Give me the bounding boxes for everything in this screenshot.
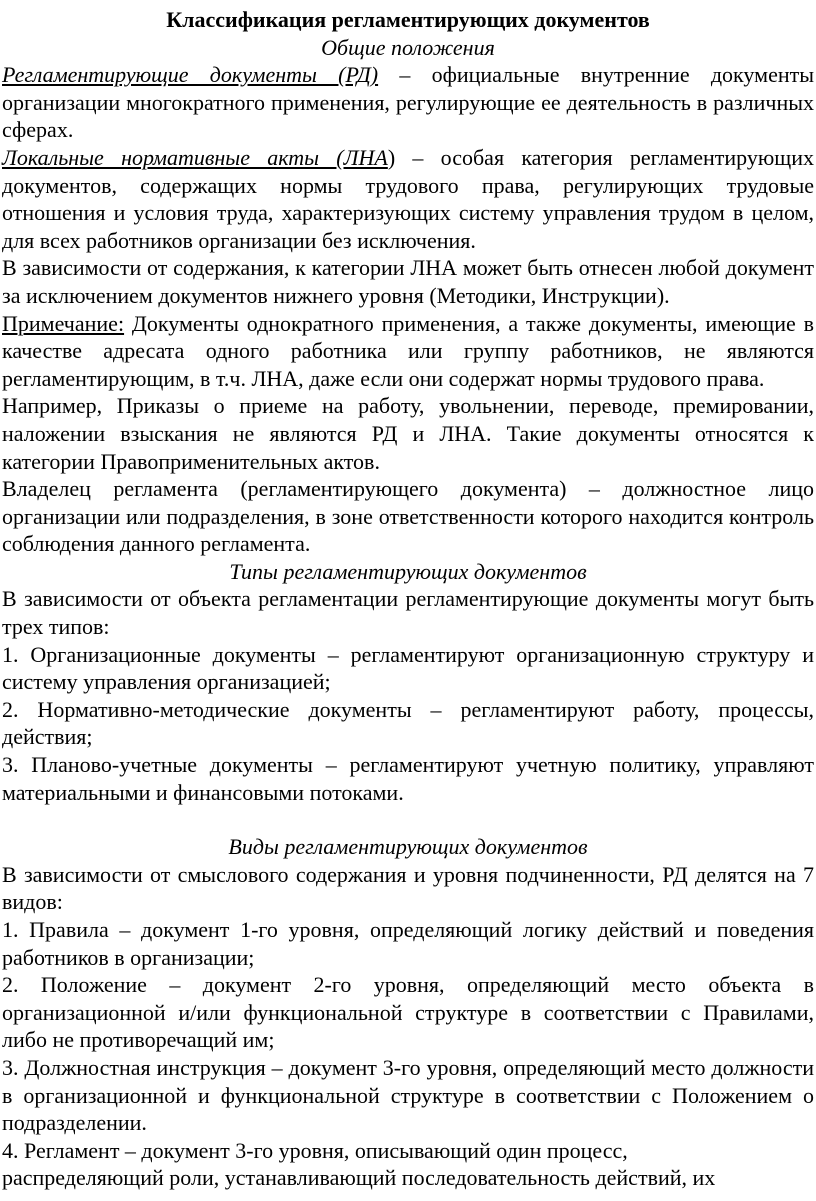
- term-lna: Локальные нормативные акты (ЛНА: [2, 144, 388, 170]
- paragraph-lna-definition: [2, 144, 814, 254]
- list-item-kind-2: 2. Положение – документ 2-го уровня, определяющий место объекта в организационной и/или функциональной структуре в соответствии с Правилами, либо не противоречащий им;: [2, 972, 814, 1053]
- term-rd: Регламентирующие документы (РД): [2, 62, 379, 88]
- paragraph-types-intro: В зависимости от объекта регламентации регламентирующие документы могут быть трех типов:: [2, 586, 814, 640]
- paragraph-lna-scope: В зависимости от содержания, к категории ЛНА может быть отнесен любой документ за исключением документов нижнего уровня (Методики, Инструкции).: [2, 255, 814, 308]
- note-text: Документы однократного применения, а также документы, имеющие в качестве адресата одного работника или группу работников, не являются регламентирующим, в т.ч. ЛНА, даже если они содержат нормы трудового права.: [2, 310, 814, 391]
- paragraph-note: [2, 310, 814, 393]
- paragraph-rd-definition: [2, 61, 814, 144]
- section-heading-types: Типы регламентирующих документов: [229, 558, 587, 584]
- list-item-kind-4-continued: распределяющий роли, устанавливающий последовательность действий, их: [2, 1165, 716, 1191]
- list-item-kind-3: 3. Должностная инструкция – документ 3-го уровня, определяющий место должности в организационной и функциональной структуре в соответствии с Положением о подразделении.: [2, 1054, 814, 1136]
- list-item-type-3: 3. Планово-учетные документы – регламентируют учетную политику, управляют материальными и финансовыми потоками.: [2, 752, 814, 805]
- paragraph-owner: Владелец регламента (регламентирующего документа) – должностное лицо организации или подразделения, в зоне ответственности которого находится контроль соблюдения данного регламента.: [2, 476, 814, 557]
- document-title: Классификация регламентирующих документов: [166, 7, 650, 32]
- list-item-type-1: 1. Организационные документы – регламентируют организационную структуру и систему управления организацией;: [2, 641, 814, 695]
- section-heading-general: Общие положения: [321, 34, 495, 60]
- list-item-type-2: 2. Нормативно-методические документы – регламентируют работу, процессы, действия;: [2, 696, 814, 750]
- list-item-kind-1: 1. Правила – документ 1-го уровня, определяющий логику действий и поведения работников в организации;: [2, 917, 814, 970]
- note-label: Примечание:: [2, 310, 125, 336]
- section-spacer: [2, 806, 814, 833]
- paragraph-example: Например, Приказы о приеме на работу, увольнении, переводе, премировании, наложении взыскания не являются РД и ЛНА. Такие документы относятся к категории Правоприменительных актов.: [2, 393, 814, 474]
- paragraph-kinds-intro: В зависимости от смыслового содержания и уровня подчиненности, РД делятся на 7 видов:: [2, 861, 814, 915]
- list-item-kind-4: 4. Регламент – документ 3-го уровня, описывающий один процесс,: [2, 1137, 628, 1163]
- rd-definition-text: – официальные внутренние документы организации многократного применения, регулирующие ее деятельность в различных сферах.: [2, 62, 814, 143]
- lna-definition-text: ) – особая категория регламентирующих документов, содержащих нормы трудового права, регулирующих трудовые отношения и условия труда, характеризующих систему управления трудом в целом, для всех работников организации без исключения.: [2, 144, 814, 253]
- section-heading-kinds: Виды регламентирующих документов: [228, 834, 588, 860]
